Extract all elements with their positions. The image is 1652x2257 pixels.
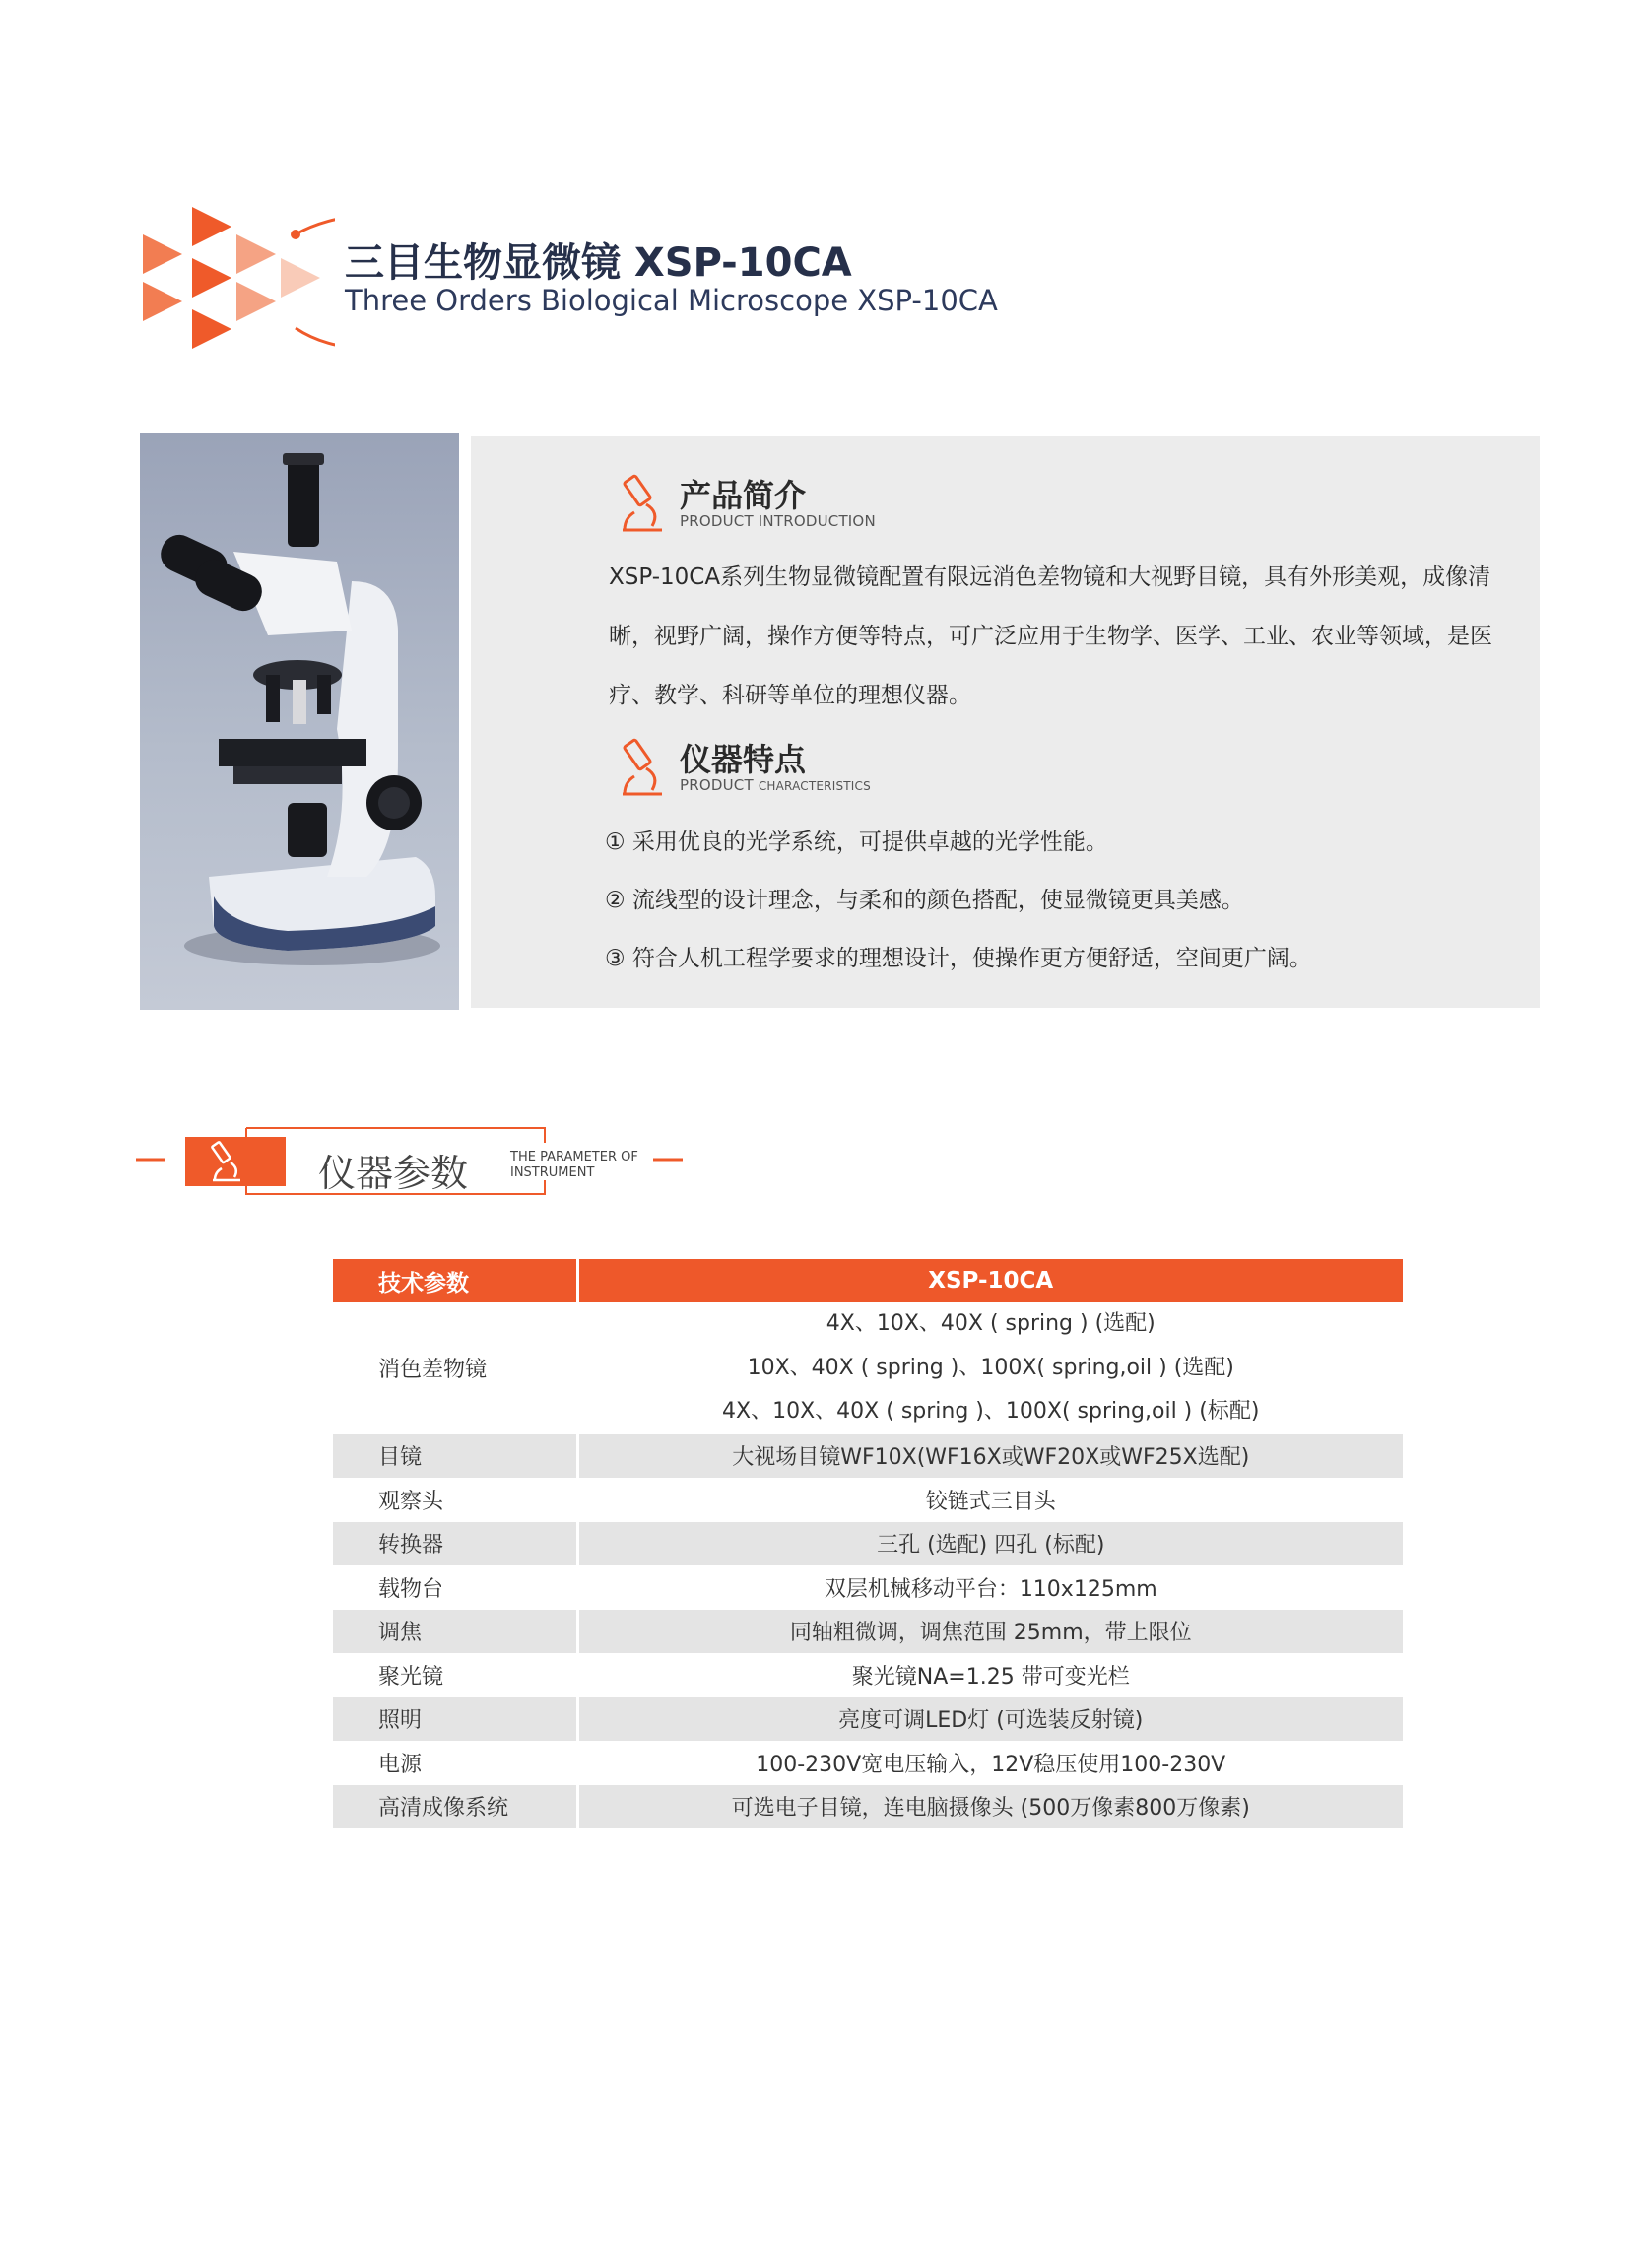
row-label: 高清成像系统: [333, 1785, 577, 1829]
spec-table: [333, 1259, 1403, 1828]
intro-paragraph: XSP-10CA系列生物显微镜配置有限远消色差物镜和大视野目镜，具有外形美观，成像清晰，视野广阔，操作方便等特点，可广泛应用于生物学、医学、工业、农业等领域，是医疗、教学、科研等单位的理想仪器。: [609, 564, 1492, 708]
intro-heading-en: PRODUCT INTRODUCTION: [680, 512, 876, 530]
row-value: 聚光镜NA=1.25 带可变光栏: [851, 1664, 1130, 1690]
table-header-label: 技术参数: [333, 1259, 577, 1302]
table-header-row: [333, 1259, 1403, 1302]
row-value: 大视场目镜WF10X(WF16X或WF20X或WF25X选配): [577, 1434, 1403, 1479]
row-value: 三孔 (选配) 四孔 (标配): [577, 1522, 1403, 1566]
objective-option: 4X、10X、40X ( spring ) (选配): [826, 1311, 1156, 1336]
row-value: 同轴粗微调，调焦范围 25mm，带上限位: [577, 1610, 1403, 1654]
features-heading: 仪器特点: [680, 741, 807, 778]
table-row: [333, 1302, 1403, 1434]
table-header-model: XSP-10CA: [577, 1259, 1403, 1302]
feature-item: ① 采用优良的光学系统，可提供卓越的光学性能。: [605, 830, 1108, 855]
row-value: [577, 1302, 1403, 1434]
page-title: 三目生物显微镜 XSP-10CA: [345, 240, 852, 286]
objective-option: 4X、10X、40X ( spring )、100X( spring,oil ) (标配): [722, 1399, 1260, 1424]
row-value: 亮度可调LED灯 (可选装反射镜): [577, 1697, 1403, 1742]
table-row: [333, 1785, 1403, 1829]
row-value: 铰链式三目头: [925, 1489, 1056, 1514]
page-subtitle: Three Orders Biological Microscope XSP-10CA: [345, 284, 998, 317]
microscope-photo: [140, 433, 459, 1010]
row-label: 转换器: [333, 1522, 577, 1566]
row-value: 双层机械移动平台：110x125mm: [824, 1576, 1157, 1602]
table-row: [333, 1610, 1403, 1654]
parameter-heading-en: THE PARAMETER OF INSTRUMENT: [510, 1150, 638, 1180]
table-row: [333, 1522, 1403, 1566]
parameter-heading: 仪器参数: [318, 1152, 469, 1195]
table-row: [333, 1478, 1403, 1522]
row-label: 观察头: [333, 1478, 577, 1522]
table-row: [333, 1565, 1403, 1610]
row-label: 照明: [333, 1697, 577, 1742]
intro-heading: 产品简介: [680, 477, 807, 514]
table-row: [333, 1741, 1403, 1785]
feature-item: ③ 符合人机工程学要求的理想设计，使操作更方便舒适，空间更广阔。: [605, 946, 1312, 971]
row-label: 目镜: [333, 1434, 577, 1479]
microscope-icon: [617, 737, 668, 802]
row-value: 可选电子目镜，连电脑摄像头 (500万像素800万像素): [577, 1785, 1403, 1829]
table-row: [333, 1697, 1403, 1742]
row-label: 调焦: [333, 1610, 577, 1654]
objective-option: 10X、40X ( spring )、100X( spring,oil ) (选配): [747, 1355, 1234, 1380]
row-label: 聚光镜: [333, 1653, 577, 1697]
feature-item: ② 流线型的设计理念，与柔和的颜色搭配，使显微镜更具美感。: [605, 888, 1244, 913]
microscope-icon: [617, 473, 668, 538]
features-heading-en: PRODUCT CHARACTERISTICS: [680, 776, 871, 794]
row-label: 载物台: [333, 1565, 577, 1610]
row-value: 100-230V宽电压输入，12V稳压使用100-230V: [756, 1752, 1226, 1777]
row-label: 消色差物镜: [333, 1302, 577, 1434]
table-row: [333, 1434, 1403, 1479]
table-row: [333, 1653, 1403, 1697]
brand-triangle-logo: [138, 202, 335, 360]
row-label: 电源: [333, 1741, 577, 1785]
